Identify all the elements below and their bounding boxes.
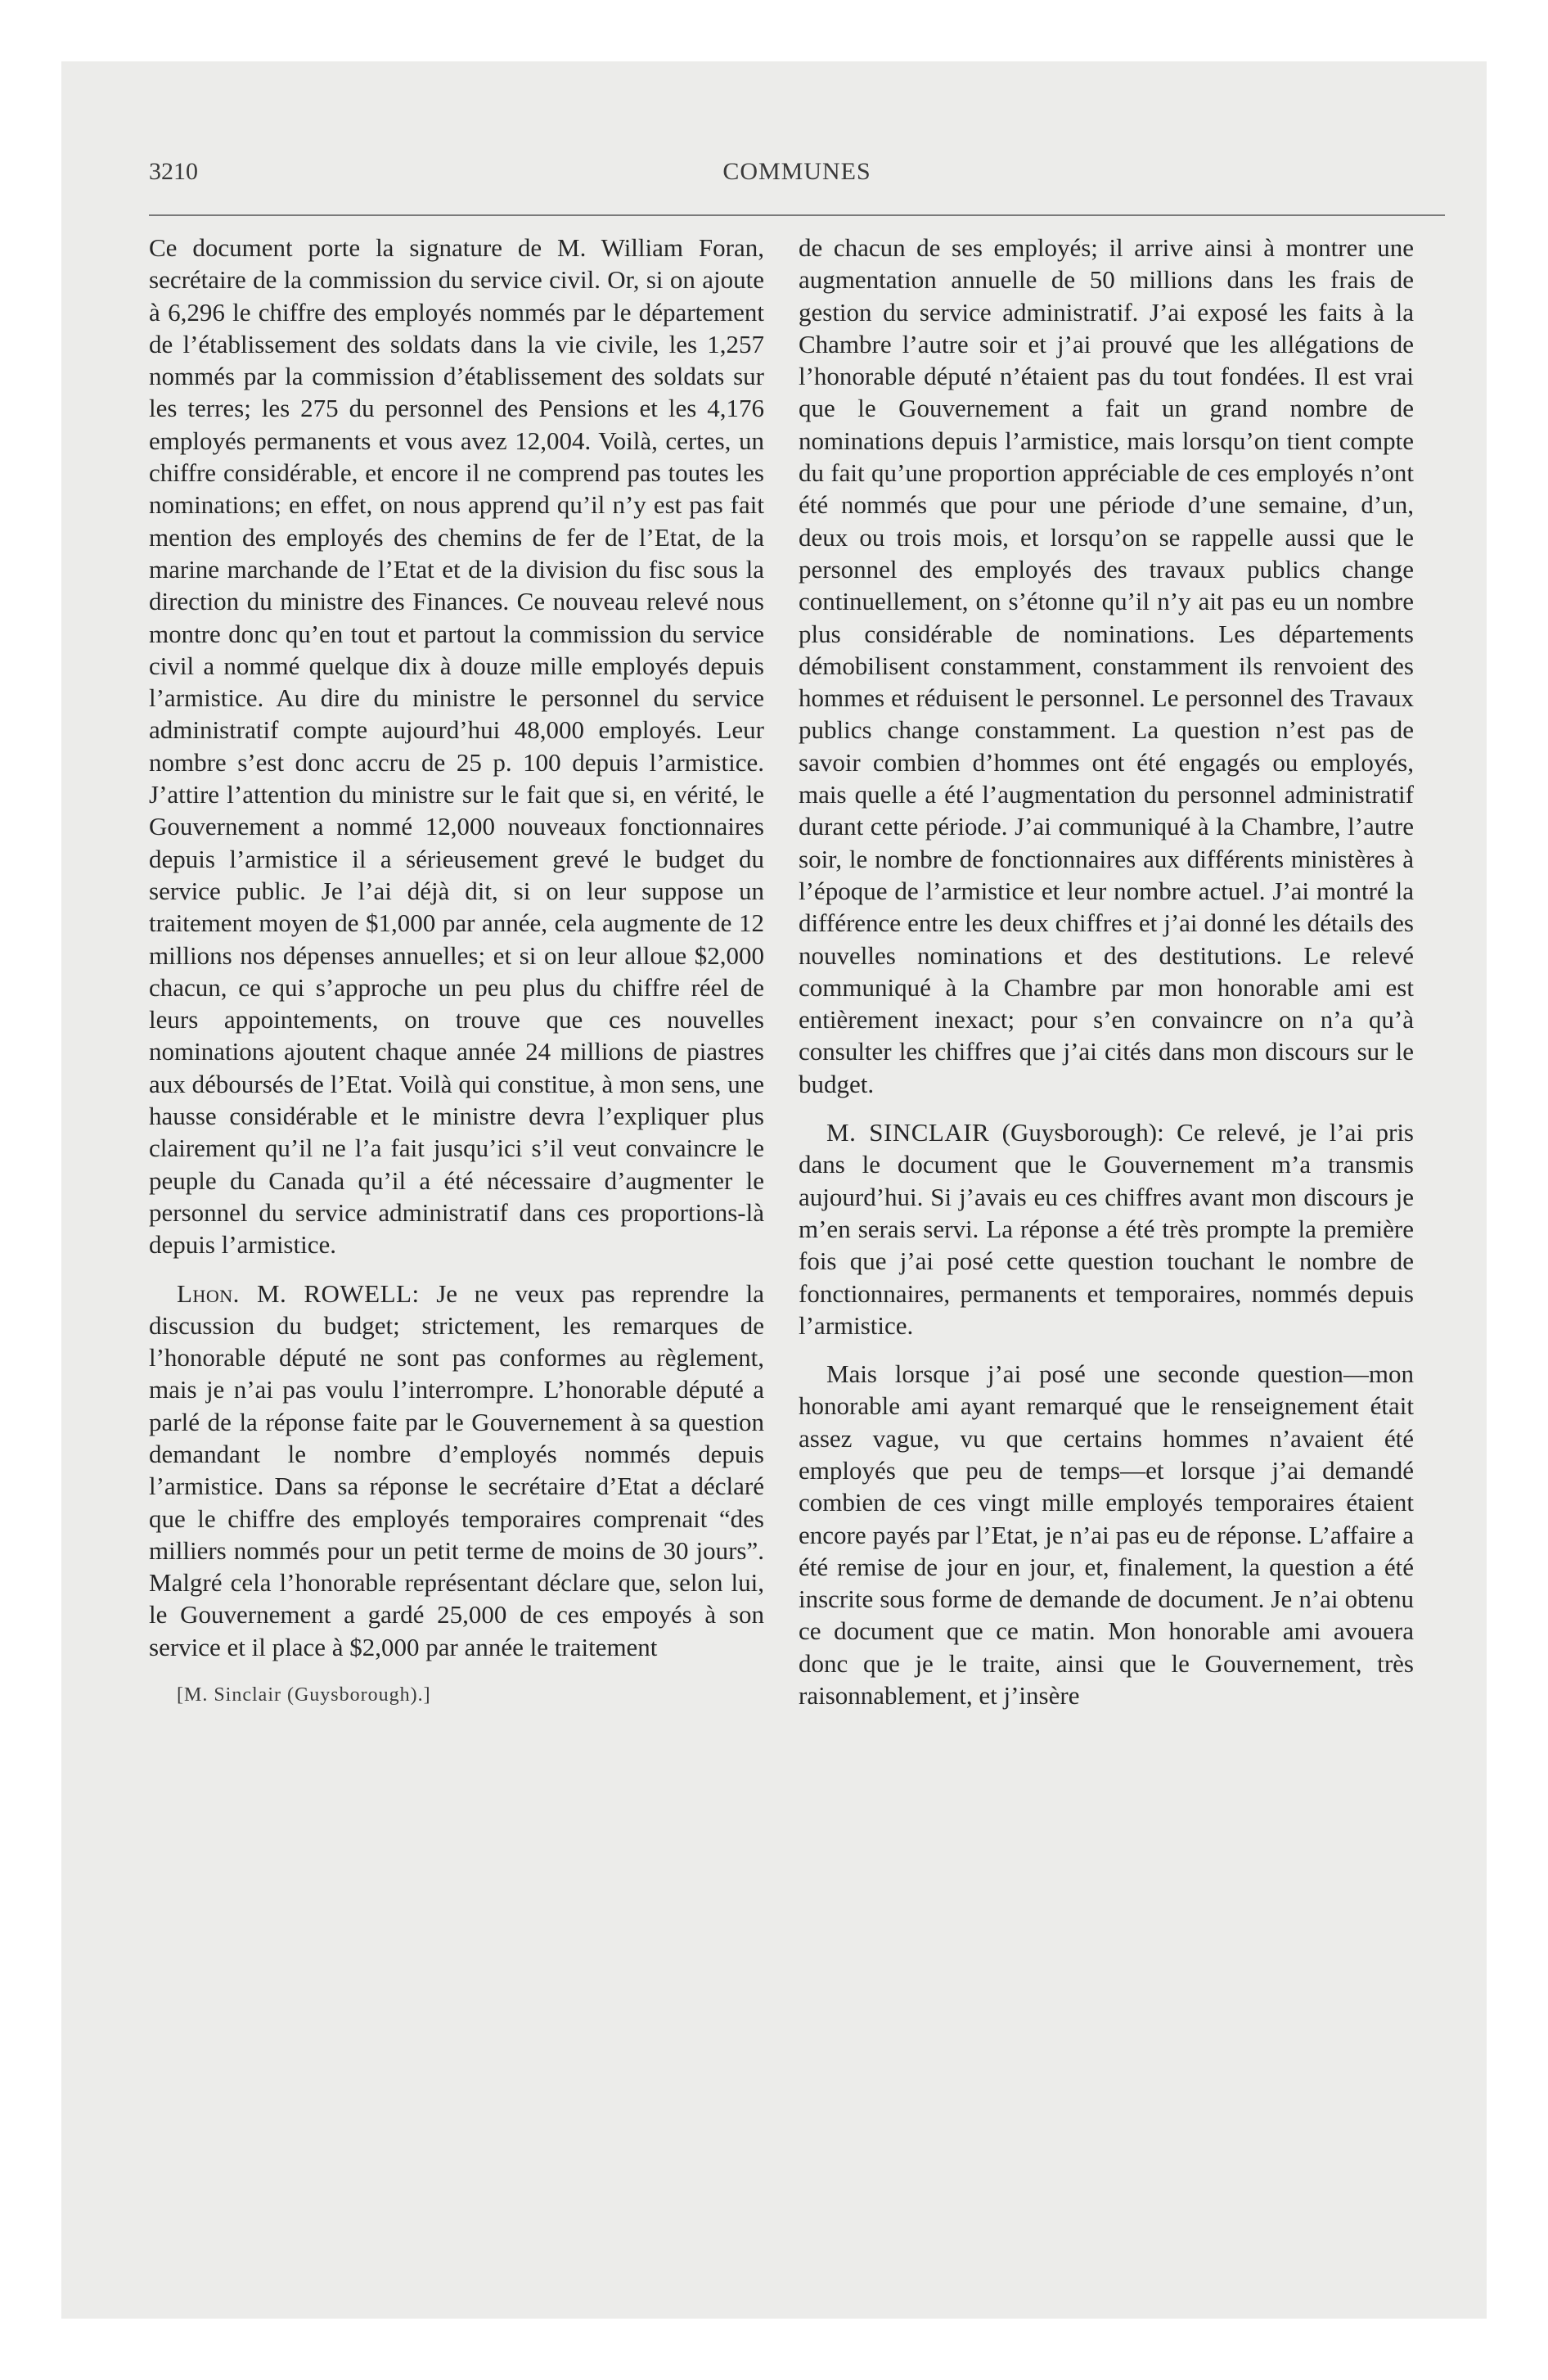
paragraph bbox=[799, 1116, 1414, 1341]
running-title: COMMUNES bbox=[722, 158, 871, 185]
left-column bbox=[149, 232, 764, 1711]
right-column bbox=[799, 232, 1414, 1711]
paragraph: de chacun de ses employés; il arrive ainsi à montrer une augmentation annuelle de 50 millions dans les frais de gestion du service administratif. J’ai exposé les faits à la Chambre l’autre soir et j’ai prouvé que les allégations de l’honorable député n’étaient pas du tout fondées. Il est vrai que le Gouvernement a fait un grand nombre de nominations depuis l’armistice, mais lorsqu’on tient compte du fait qu’une proportion appréciable de ces employés n’ont été nommés que pour une période d’une semaine, d’un, deux ou trois mois, et lorsqu’on se rappelle aussi que le personnel des employés des travaux publics change continuellement, on s’étonne qu’il n’y ait pas eu un nombre plus considérable de nominations. Les départements démobilisent constamment, constamment ils renvoient des hommes et réduisent le personnel. Le personnel des Travaux publics change constamment. La question n’est pas de savoir combien d’hommes ont été engagés ou employés, mais quelle a été l’augmentation du personnel administratif durant cette période. J’ai communiqué à la Chambre, l’autre soir, le nombre de fonctionnaires aux différents ministères à l’époque de l’armistice et leur nombre actuel. J’ai montré la différence entre les deux chiffres et j’ai donné les détails des nouvelles nominations et des destitutions. Le relevé communiqué à la Chambre par mon honorable ami est entièrement inexact; pour s’en convaincre on n’a qu’à consulter les chiffres que j’ai cités dans mon discours sur le budget. bbox=[799, 233, 1414, 1098]
paragraph bbox=[149, 1278, 764, 1664]
speech-text: Je ne veux pas reprendre la discussion du budget; strictement, les remarques de l’honorable député ne sont pas conformes au règlement, mais je n’ai pas voulu l’interrompre. L’honorable député a parlé de la réponse faite par le Gouvernement à sa question demandant le nombre d’employés nommés depuis l’armistice. Dans sa réponse le secrétaire d’Etat a déclaré que le chiffre des employés temporaires comprenait “des milliers nommés pour un petit terme de moins de 30 jours”. Malgré cela l’honorable représentant déclare que, selon lui, le Gouvernement a gardé 25,000 de ces empoyés à son service et il place à $2,000 par année le traitement bbox=[149, 1278, 764, 1661]
paragraph: Ce document porte la signature de M. William Foran, secrétaire de la commission du service civil. Or, si on ajoute à 6,296 le chiffre des employés nommés par le département de l’établissement des soldats dans la vie civile, les 1,257 nommés par la commission d’établissement des soldats sur les terres; les 275 du personnel des Pensions et les 4,176 employés permanents et vous avez 12,004. Voilà, certes, un chiffre considérable, et encore il ne comprend pas toutes les nominations; en effet, on nous apprend qu’il n’y est pas fait mention des employés des chemins de fer de l’Etat, de la marine marchande de l’Etat et de la division du fisc sous la direction du ministre des Finances. Ce nouveau relevé nous montre donc qu’en tout et partout la commission du service civil a nommé quelque dix à douze mille employés depuis l’armistice. Au dire du ministre le personnel du service administratif compte aujourd’hui 48,000 employés. Leur nombre s’est donc accru de 25 p. 100 depuis l’armistice. J’attire l’attention du ministre sur le fait que si, en vérité, le Gouvernement a nommé 12,000 nouveaux fonctionnaires depuis l’armistice il a sérieusement grevé le budget du service public. Je l’ai déjà dit, si on leur suppose un traitement moyen de $1,000 par année, cela augmente de 12 millions nos dépenses annuelles; et si on leur alloue $2,000 chacun, ce qui s’approche un peu plus du chiffre réel de leurs appointements, on trouve que ces nouvelles nominations ajoutent chaque année 24 millions de piastres aux déboursés de l’Etat. Voilà qui constitue, à mon sens, une hausse considérable et le ministre devra l’expliquer plus clairement qu’il ne l’a fait jusqu’ici s’il veut convaincre le peuple du Canada qu’il a été nécessaire d’augmenter le personnel du service administratif dans ces proportions-là depuis l’armistice. bbox=[149, 233, 764, 1260]
header-rule bbox=[149, 214, 1445, 216]
speech-text: (Guysborough): Ce relevé, je l’ai pris dans le document que le Gouvernement m’a transmis aujourd’hui. Si j’avais eu ces chiffres avant mon discours je m’en serais servi. La réponse a été très prompte la première fois que j’ai posé cette question touchant le nombre de fonctionnaires, permanents et temporaires, nommés depuis l’armistice. bbox=[799, 1118, 1414, 1340]
page-header bbox=[149, 158, 1445, 197]
paragraph: Mais lorsque j’ai posé une seconde question—mon honorable ami ayant remarqué que le renseignement était assez vague, vu que certains hommes n’avaient été employés que peu de temps—et lorsque j’ai demandé combien de ces vingt mille employés temporaires étaient encore payés par l’Etat, je n’ai pas eu de réponse. L’affaire a été remise de jour en jour, et, finalement, la question a été inscrite sous forme de demande de document. Je n’ai obtenu ce document que ce matin. Mon honorable ami avouera donc que je le traite, ainsi que le Gouvernement, très raisonnablement, et j’insère bbox=[799, 1359, 1414, 1711]
footnote: [M. Sinclair (Guysborough).] bbox=[177, 1684, 431, 1706]
speaker-name: M. SINCLAIR bbox=[826, 1118, 990, 1147]
speaker-name: Lhon. M. ROWELL: bbox=[177, 1278, 420, 1308]
page-number: 3210 bbox=[149, 158, 198, 185]
